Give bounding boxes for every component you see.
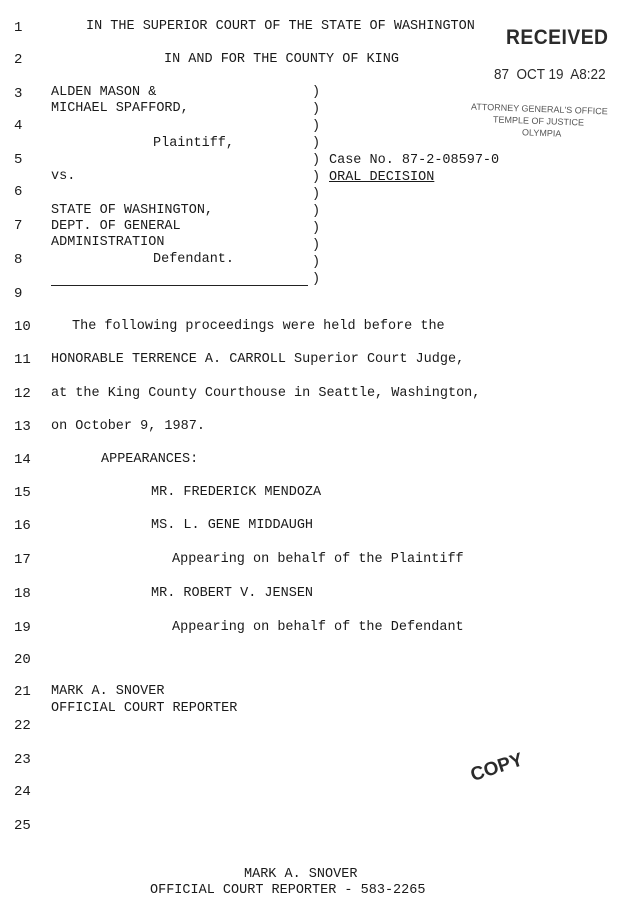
line-number: 4 (14, 118, 23, 134)
office-line-2: TEMPLE OF JUSTICE (492, 114, 585, 128)
line-number: 24 (14, 784, 31, 800)
received-text: RECEIVED (506, 26, 609, 49)
received-date: 87 OCT 19 A8:22 (494, 66, 606, 83)
line-number: 12 (14, 386, 31, 402)
body-line-12: at the King County Courthouse in Seattle, Washington, (51, 386, 481, 401)
line-number: 13 (14, 419, 31, 435)
attorney-middaugh: MS. L. GENE MIDDAUGH (151, 518, 314, 533)
attorney-jensen: MR. ROBERT V. JENSEN (151, 586, 314, 601)
paren: ) (312, 221, 321, 236)
reporter-title: OFFICIAL COURT REPORTER (51, 701, 238, 716)
line-number: 10 (14, 319, 31, 335)
defendant-name-1: STATE OF WASHINGTON, (51, 203, 214, 218)
office-line-1: ATTORNEY GENERAL'S OFFICE (470, 101, 608, 117)
copy-stamp: COPY (468, 749, 526, 786)
line-number: 11 (14, 352, 31, 368)
line-number: 2 (14, 52, 23, 68)
plaintiff-name-1: ALDEN MASON & (51, 85, 157, 100)
body-line-13: on October 9, 1987. (51, 419, 205, 434)
paren: ) (312, 85, 321, 100)
line-number: 18 (14, 586, 31, 602)
paren: ) (312, 136, 321, 151)
county-heading: IN AND FOR THE COUNTY OF KING (164, 52, 399, 67)
paren: ) (312, 102, 321, 117)
line-number: 3 (14, 86, 23, 102)
line-number: 23 (14, 752, 31, 768)
paren: ) (312, 204, 321, 219)
paren: ) (312, 272, 321, 287)
line-number: 9 (14, 286, 23, 302)
versus-label: vs. (51, 169, 76, 184)
paren: ) (312, 187, 321, 202)
caption-rule (51, 285, 308, 286)
line-number: 16 (14, 518, 31, 534)
body-line-11: HONORABLE TERRENCE A. CARROLL Superior Court Judge, (51, 352, 465, 367)
line-number: 8 (14, 252, 23, 268)
document-title: ORAL DECISION (329, 170, 435, 185)
paren: ) (312, 170, 321, 185)
line-number: 6 (14, 184, 23, 200)
footer-title: OFFICIAL COURT REPORTER - 583-2265 (150, 883, 426, 898)
paren: ) (312, 255, 321, 270)
body-line-10: The following proceedings were held before the (72, 319, 445, 334)
footer-name: MARK A. SNOVER (244, 867, 358, 882)
line-number: 17 (14, 552, 31, 568)
office-line-3: OLYMPIA (521, 127, 562, 139)
defendant-name-2: DEPT. OF GENERAL (51, 219, 181, 234)
court-heading: IN THE SUPERIOR COURT OF THE STATE OF WASHINGTON (86, 19, 475, 34)
defendant-name-3: ADMINISTRATION (51, 235, 165, 250)
line-number: 22 (14, 718, 31, 734)
behalf-defendant: Appearing on behalf of the Defendant (172, 620, 464, 635)
defendant-label: Defendant. (153, 252, 235, 267)
paren: ) (312, 238, 321, 253)
behalf-plaintiff: Appearing on behalf of the Plaintiff (172, 552, 464, 567)
paren: ) (312, 119, 321, 134)
line-number: 7 (14, 218, 23, 234)
appearances-heading: APPEARANCES: (101, 452, 199, 467)
line-number: 19 (14, 620, 31, 636)
line-number: 5 (14, 152, 23, 168)
line-number: 21 (14, 684, 31, 700)
line-number: 14 (14, 452, 31, 468)
paren: ) (312, 153, 321, 168)
plaintiff-label: Plaintiff, (153, 136, 235, 151)
case-number: Case No. 87-2-08597-0 (329, 153, 500, 168)
attorney-mendoza: MR. FREDERICK MENDOZA (151, 485, 322, 500)
line-number: 20 (14, 652, 31, 668)
reporter-name: MARK A. SNOVER (51, 684, 165, 699)
line-number: 1 (14, 20, 23, 36)
line-number: 25 (14, 818, 31, 834)
plaintiff-name-2: MICHAEL SPAFFORD, (51, 101, 189, 116)
line-number: 15 (14, 485, 31, 501)
